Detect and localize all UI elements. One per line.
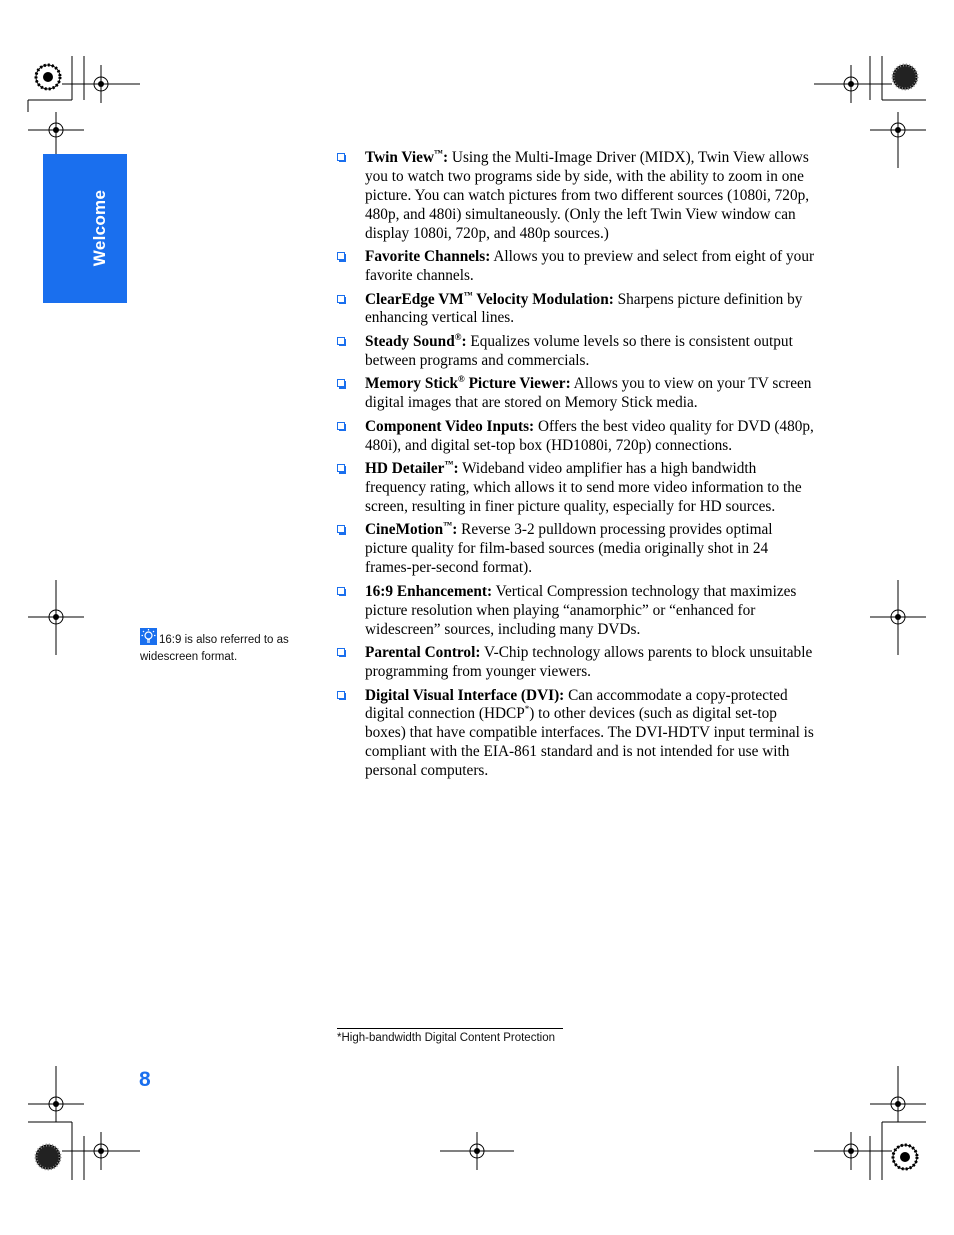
feature-description: Equalizes volume levels so there is consistent output between programs and commercials. [365,332,793,369]
feature-description: Offers the best video quality for DVD (480p, 480i), and digital set-top box (HD1080i, 720p) connections. [365,417,814,454]
feature-term: ClearEdge VM™ Velocity Modulation: [365,289,614,308]
section-tab [43,154,127,303]
feature-description: Allows you to preview and select from eight of your favorite channels. [365,248,815,285]
feature-item [337,521,815,578]
checkbox-bullet-icon [337,153,345,161]
feature-term: Digital Visual Interface (DVI): [365,686,565,704]
feature-item [337,291,815,329]
feature-term: HD Detailer™: [365,459,459,478]
footnote-divider [337,1028,563,1029]
feature-item [337,149,815,244]
feature-description-cont: ) to other devices (such as digital set-top boxes) that have compatible interfaces. The DVI-HDTV input terminal is compliant with the EIA-861 standard and is not intended for use with personal computers. [365,705,814,780]
feature-description: Allows you to view on your TV screen digital images that are stored on Memory Stick media. [365,375,812,412]
feature-description: Reverse 3-2 pulldown processing provides optimal picture quality for film-based sources (media originally shot in 24 frames-per-second format). [365,521,773,577]
feature-term: Steady Sound®: [365,331,467,350]
feature-term: Parental Control: [365,644,481,662]
feature-list [337,149,815,786]
tip-text: 16:9 is also referred to as widescreen format. [140,634,289,663]
checkbox-bullet-icon [337,525,345,533]
checkbox-bullet-icon [337,295,345,303]
feature-item [337,333,815,371]
feature-item [337,460,815,517]
feature-item [337,375,815,413]
section-tab-label: Welcome [90,189,109,267]
feature-description: Vertical Compression technology that maximizes picture resolution when playing “anamorphic” or “enhanced for widescreen” sources, including many DVDs. [365,582,797,638]
feature-item [337,248,815,286]
feature-description: Can accommodate a copy-protected digital connection (HDCP [365,686,788,723]
checkbox-bullet-icon [337,587,345,595]
feature-term: Twin View™: [365,148,449,166]
checkbox-bullet-icon [337,252,345,260]
lightbulb-icon [140,628,157,645]
checkbox-bullet-icon [337,379,345,387]
feature-term: Favorite Channels: [365,248,491,266]
feature-description: Sharpens picture definition by enhancing vertical lines. [365,290,803,327]
feature-term: Memory Stick® Picture Viewer: [365,374,571,393]
checkbox-bullet-icon [337,648,345,656]
feature-description: Using the Multi-Image Driver (MIDX), Twin View allows you to watch two programs side by side, with the ability to zoom in one picture. You can watch pictures from two different sources (1080i, 720p, 480p, and 480i) simultaneously. (Only the left Twin View window can display 1080i, 720p, and 480p sources.) [365,149,810,242]
footnote: *High-bandwidth Digital Content Protection [337,1032,555,1044]
checkbox-bullet-icon [337,422,345,430]
sidebar-tip [140,628,310,665]
feature-description: Wideband video amplifier has a high bandwidth frequency rating, which allows it to send more video information to the screen, resulting in finer picture quality, especially for HD sources. [365,460,802,515]
footnote-marker: * [524,704,530,715]
page-number: 8 [139,1068,151,1091]
feature-term: Component Video Inputs: [365,417,535,435]
feature-item [337,583,815,640]
feature-description: V-Chip technology allows parents to block unsuitable programming from younger viewers. [365,644,813,680]
checkbox-bullet-icon [337,337,345,345]
feature-item [337,644,815,682]
feature-term: CineMotion™: [365,520,458,539]
checkbox-bullet-icon [337,464,345,472]
feature-item [337,418,815,456]
checkbox-bullet-icon [337,691,345,699]
feature-term: 16:9 Enhancement: [365,582,493,600]
feature-item [337,687,815,782]
